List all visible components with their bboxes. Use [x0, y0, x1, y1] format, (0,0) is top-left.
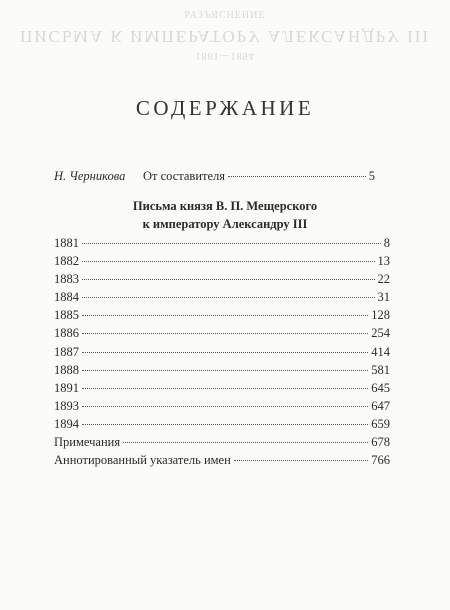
- toc-entry-name-index: [54, 452, 390, 468]
- toc-entry-year: [54, 235, 390, 251]
- toc-entry-year: [54, 380, 390, 396]
- toc-entry-title: 1881: [54, 236, 79, 250]
- toc-entry-year: [54, 416, 390, 432]
- toc-entry-title: 1886: [54, 326, 79, 340]
- toc-page-number: 5: [368, 169, 375, 183]
- show-through-text-line-3: 1881—1894: [195, 50, 255, 61]
- dot-leader: [234, 460, 368, 461]
- toc-page-number: 581: [371, 363, 390, 377]
- toc-page-number: 8: [383, 236, 390, 250]
- toc-entry-year: [54, 398, 390, 414]
- toc-entry-title: 1885: [54, 308, 79, 322]
- dot-leader: [82, 243, 381, 244]
- toc-entry-year: [54, 271, 390, 287]
- toc-page-number: 128: [371, 308, 390, 322]
- dot-leader: [82, 370, 368, 371]
- dot-leader: [82, 352, 368, 353]
- toc-entry-year: [54, 325, 390, 341]
- toc-author: Н. Черникова: [54, 169, 126, 183]
- dot-leader: [82, 333, 368, 334]
- toc-page-number: 22: [377, 272, 390, 286]
- show-through-text-line-2: ПИСЬМА К ИМПЕРАТОРУ АЛЕКСАНДРУ III: [19, 27, 431, 46]
- dot-leader: [82, 279, 375, 280]
- toc-entry-title: 1888: [54, 363, 79, 377]
- toc-page-number: 645: [371, 381, 390, 395]
- toc-entry-year: [54, 362, 390, 378]
- toc-page-number: 254: [371, 326, 390, 340]
- dot-leader: [82, 261, 375, 262]
- show-through-text-line-1: РАЗЪЯСНЕНИЕ: [184, 10, 266, 21]
- dot-leader: [82, 297, 375, 298]
- toc-entry-year: [54, 289, 390, 305]
- dot-leader: [123, 442, 368, 443]
- toc-page-number: 31: [377, 290, 390, 304]
- toc-entry-title: От составителя: [143, 169, 226, 183]
- dot-leader: [82, 406, 368, 407]
- toc-page-number: 13: [377, 254, 390, 268]
- toc-entry-year: [54, 253, 390, 269]
- toc-entry-title: 1883: [54, 272, 79, 286]
- dot-leader: [228, 176, 366, 177]
- toc-entry-title: 1884: [54, 290, 79, 304]
- toc-entry-title: 1891: [54, 381, 79, 395]
- toc-entry-introduction: [54, 168, 375, 184]
- toc-entry-title: 1887: [54, 345, 79, 359]
- toc-page-number: 659: [371, 417, 390, 431]
- section-title-line-2: к императору Александру III: [142, 217, 308, 231]
- toc-entry-title: 1893: [54, 399, 79, 413]
- section-title-line-1: Письма князя В. П. Мещерского: [132, 199, 318, 213]
- toc-entry-title: Примечания: [54, 435, 121, 449]
- dot-leader: [82, 388, 368, 389]
- contents-heading: СОДЕРЖАНИЕ: [135, 96, 315, 120]
- toc-entry-year: [54, 307, 390, 323]
- toc-entry-title: Аннотированный указатель имен: [54, 453, 231, 467]
- toc-page-number: 766: [371, 453, 390, 467]
- toc-page-number: 414: [371, 345, 390, 359]
- toc-entry-title: 1882: [54, 254, 79, 268]
- toc-page-number: 647: [371, 399, 390, 413]
- toc-entry-year: [54, 344, 390, 360]
- dot-leader: [82, 315, 368, 316]
- dot-leader: [82, 424, 368, 425]
- toc-entry-title: 1894: [54, 417, 79, 431]
- toc-entry-notes: [54, 434, 390, 450]
- toc-page-number: 678: [371, 435, 390, 449]
